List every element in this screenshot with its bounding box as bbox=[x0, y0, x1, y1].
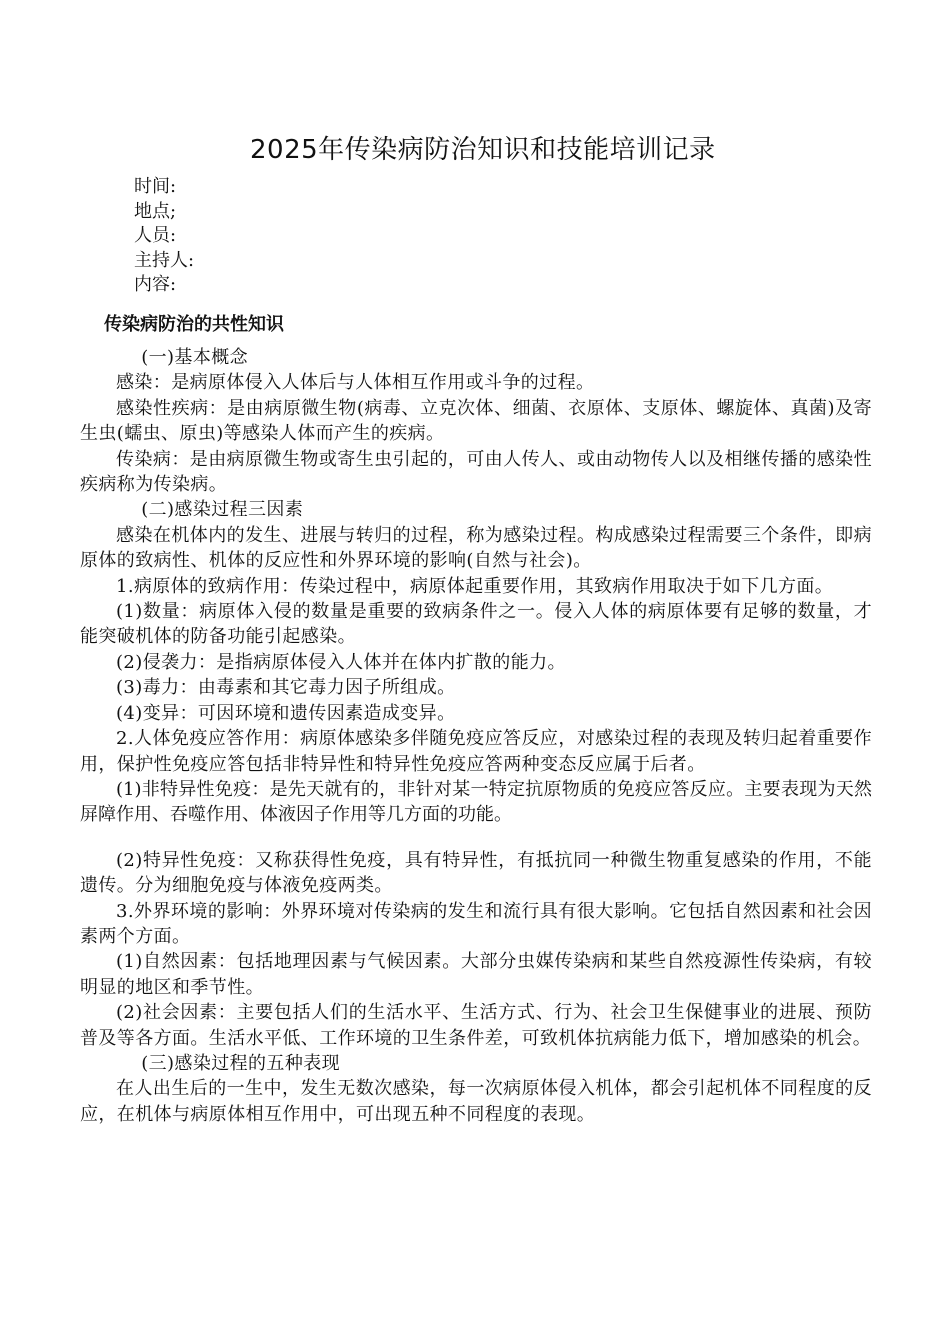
paragraph: 感染在机体内的发生、进展与转归的过程，称为感染过程。构成感染过程需要三个条件，即病原体的致病性、机体的反应性和外界环境的影响(自然与社会)。 bbox=[80, 524, 872, 572]
subheading-basic-concepts: (一)基本概念 bbox=[141, 347, 249, 368]
meta-host: 主持人: bbox=[134, 249, 195, 271]
paragraph: 1.病原体的致病作用：传染过程中，病原体起重要作用，其致病作用取决于如下几方面。 bbox=[116, 575, 834, 597]
paragraph: (1)数量：病原体入侵的数量是重要的致病条件之一。侵入人体的病原体要有足够的数量，才能突破机体的防备功能引起感染。 bbox=[80, 601, 872, 648]
paragraph: (1)自然因素：包括地理因素与气候因素。大部分虫媒传染病和某些自然疫源性传染病，有较明显的地区和季节性。 bbox=[80, 951, 872, 998]
paragraph: 传染病：是由病原微生物或寄生虫引起的，可由人传人、或由动物传人以及相继传播的感染性疾病称为传染病。 bbox=[80, 448, 872, 496]
paragraph: (3)毒力：由毒素和其它毒力因子所组成。 bbox=[116, 677, 456, 699]
section-heading: 传染病防治的共性知识 bbox=[104, 314, 284, 335]
paragraph: (2)特异性免疫：又称获得性免疫，具有特异性，有抵抗同一种微生物重复感染的作用，不能遗传。分为细胞免疫与体液免疫两类。 bbox=[80, 849, 872, 897]
paragraph: 感染：是病原体侵入人体后与人体相互作用或斗争的过程。 bbox=[116, 372, 595, 394]
meeting-info bbox=[134, 175, 194, 298]
subheading-three-factors: (二)感染过程三因素 bbox=[141, 499, 304, 521]
subheading-five-manifestations: (三)感染过程的五种表现 bbox=[141, 1052, 341, 1074]
document-title: 2025年传染病防治知识和技能培训记录 bbox=[250, 135, 716, 165]
paragraph: (4)变异：可因环境和遗传因素造成变异。 bbox=[116, 702, 456, 724]
document-body bbox=[80, 345, 872, 1127]
paragraph: (2)社会因素：主要包括人们的生活水平、生活方式、行为、社会卫生保健事业的进展、预防普及等各方面。生活水平低、工作环境的卫生条件差，可致机体抗病能力低下，增加感染的机会。 bbox=[80, 1002, 872, 1049]
paragraph: (2)侵袭力：是指病原体侵入人体并在体内扩散的能力。 bbox=[116, 651, 566, 673]
paragraph: 2.人体免疫应答作用：病原体感染多伴随免疫应答反应，对感染过程的表现及转归起着重要作用，保护性免疫应答包括非特异性和特异性免疫应答两种变态反应属于后者。 bbox=[80, 728, 872, 775]
meta-place: 地点; bbox=[134, 200, 177, 222]
meta-content: 内容: bbox=[134, 274, 177, 295]
paragraph: (1)非特异性免疫：是先天就有的，非针对某一特定抗原物质的免疫应答反应。主要表现为天然屏障作用、吞噬作用、体液因子作用等几方面的功能。 bbox=[80, 778, 872, 826]
meta-time: 时间: bbox=[134, 176, 177, 197]
paragraph: 在人出生后的一生中，发生无数次感染，每一次病原体侵入机体，都会引起机体不同程度的反应，在机体与病原体相互作用中，可出现五种不同程度的表现。 bbox=[80, 1078, 872, 1125]
paragraph: 感染性疾病：是由病原微生物(病毒、立克次体、细菌、衣原体、支原体、螺旋体、真菌)及寄生虫(蠕虫、原虫)等感染人体而产生的疾病。 bbox=[80, 397, 872, 445]
paragraph: 3.外界环境的影响：外界环境对传染病的发生和流行具有很大影响。它包括自然因素和社会因素两个方面。 bbox=[80, 900, 872, 947]
meta-people: 人员: bbox=[134, 225, 177, 246]
